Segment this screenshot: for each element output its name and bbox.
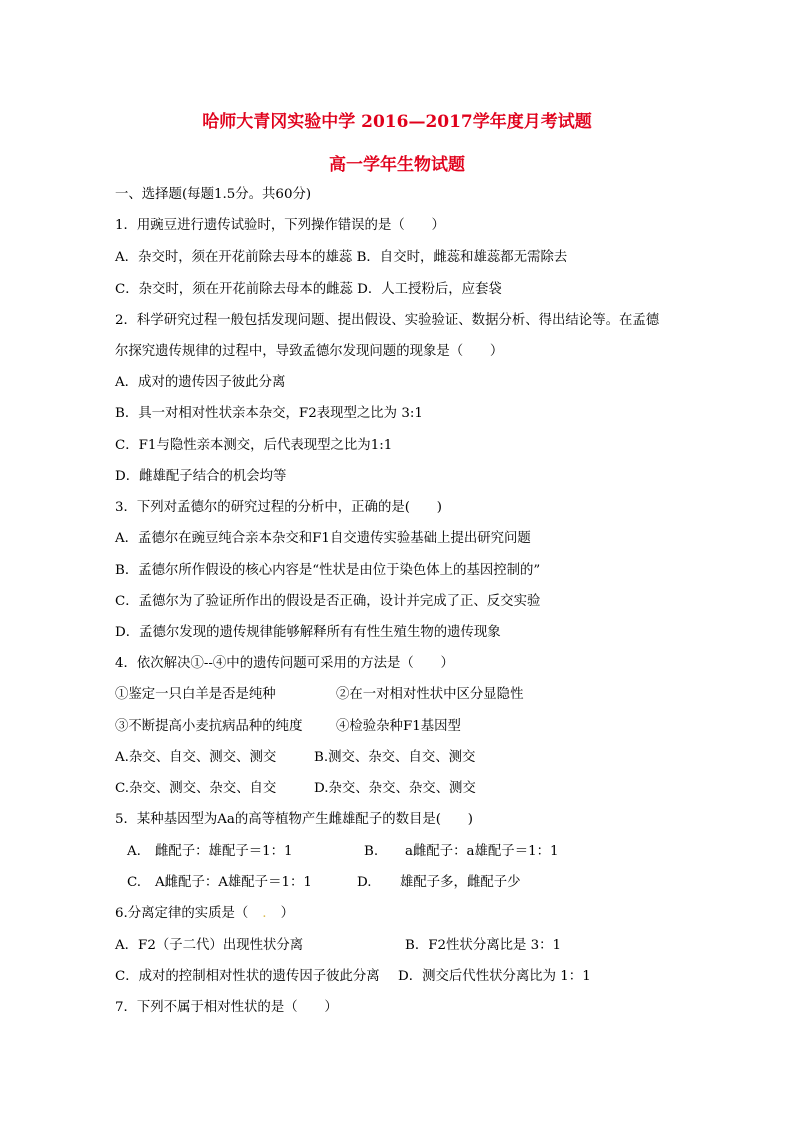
question-1-options-ab: A．杂交时，须在开花前除去母本的雄蕊 B．自交时，雌蕊和雄蕊都无需除去	[115, 250, 568, 265]
question-4-option-b: B.测交、杂交、自交、测交	[314, 750, 476, 765]
question-2-option-c: C．F1与隐性亲本测交，后代表现型之比为1:1	[115, 438, 393, 453]
question-3-option-d: D．孟德尔发现的遗传规律能够解释所有有性生殖生物的遗传现象	[115, 625, 501, 640]
question-5-stem: 5．某种基因型为Aa的高等植物产生雌雄配子的数目是( )	[115, 812, 473, 827]
question-6-option-d: D．测交后代性状分离比为 1：1	[398, 969, 591, 984]
question-4-item-1: ①鉴定一只白羊是否是纯种	[115, 687, 276, 702]
question-2-stem: 2．科学研究过程一般包括发现问题、提出假设、实验验证、数据分析、得出结论等。在孟德	[115, 313, 660, 328]
question-5-option-c-letter: C.	[127, 875, 142, 890]
question-6-stem-mark: .	[262, 906, 267, 921]
question-2-option-b: B．具一对相对性状亲本杂交，F2表现型之比为 3:1	[115, 406, 423, 421]
question-5-option-b-letter: B.	[364, 844, 379, 859]
question-6-option-c: C．成对的控制相对性状的遗传因子彼此分离	[115, 969, 380, 984]
question-4-option-c: C.杂交、测交、杂交、自交	[115, 781, 277, 796]
question-2-option-a: A．成对的遗传因子彼此分离	[115, 375, 286, 390]
question-6-option-b: B．F2性状分离比是 3：1	[405, 938, 562, 953]
section-heading: 一、选择题(每题1.5分。共60分)	[115, 187, 312, 202]
question-5-option-d: 雄配子多，雌配子少	[400, 875, 521, 890]
question-7-stem: 7．下列不属于相对性状的是（ ）	[115, 1000, 338, 1015]
question-1-stem: 1．用豌豆进行遗传试验时，下列操作错误的是（ ）	[115, 218, 445, 233]
question-4-option-d: D.杂交、杂交、杂交、测交	[314, 781, 476, 796]
exam-title: 哈师大青冈实验中学 2016—2017学年度月考试题	[202, 112, 592, 132]
question-4-item-4: ④检验杂种F1基因型	[336, 719, 461, 734]
question-5-option-c: A雌配子：A雄配子＝1：1	[155, 875, 312, 890]
question-3-option-b: B．孟德尔所作假设的核心内容是“性状是由位于染色体上的基因控制的”	[115, 563, 541, 578]
question-5-option-d-letter: D.	[357, 875, 372, 890]
question-1-options-cd: C．杂交时，须在开花前除去母本的雌蕊 D．人工授粉后，应套袋	[115, 282, 502, 297]
question-5-option-b: a雌配子：a雄配子＝1：1	[405, 844, 559, 859]
question-4-item-3: ③不断提高小麦抗病品种的纯度	[115, 719, 303, 734]
exam-subtitle: 高一学年生物试题	[329, 155, 465, 175]
question-4-stem: 4．依次解决①--④中的遗传问题可采用的方法是（ ）	[115, 656, 454, 671]
question-6-stem-close: ）	[280, 906, 294, 921]
question-2-option-d: D．雌雄配子结合的机会均等	[115, 469, 287, 484]
question-5-option-a: 雌配子：雄配子＝1：1	[155, 844, 293, 859]
question-3-option-c: C．孟德尔为了验证所作出的假设是否正确，设计并完成了正、反交实验	[115, 594, 541, 609]
question-6-option-a: A．F2（子二代）出现性状分离	[115, 938, 304, 953]
question-6-stem	[115, 905, 735, 923]
question-2-stem-cont: 尔探究遗传规律的过程中，导致孟德尔发现问题的现象是（ ）	[115, 344, 504, 359]
question-3-option-a: A．孟德尔在豌豆纯合亲本杂交和F1自交遗传实验基础上提出研究问题	[115, 531, 531, 546]
question-4-option-a: A.杂交、自交、测交、测交	[115, 750, 277, 765]
question-5-option-a-letter: A.	[127, 844, 141, 859]
question-6-stem-text: 6.分离定律的实质是（	[115, 906, 249, 921]
question-4-item-2: ②在一对相对性状中区分显隐性	[336, 687, 524, 702]
question-3-stem: 3．下列对孟德尔的研究过程的分析中，正确的是( )	[115, 500, 442, 515]
